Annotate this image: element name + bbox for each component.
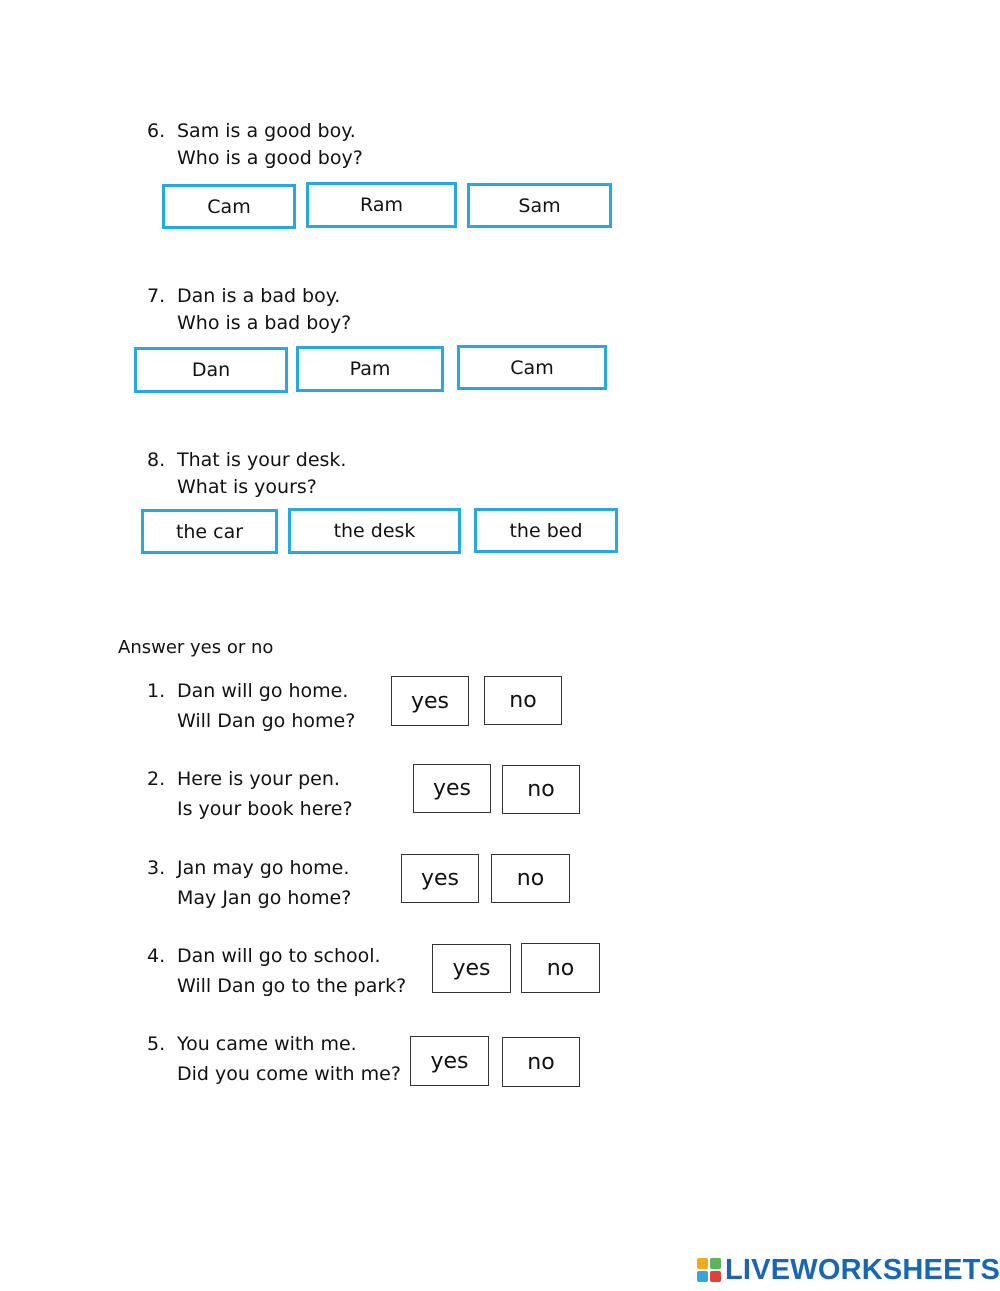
question-statement: That is your desk.	[177, 449, 347, 471]
no-button[interactable]: no	[484, 676, 562, 725]
no-button[interactable]: no	[491, 854, 570, 903]
option-button[interactable]: the bed	[474, 508, 618, 553]
no-button[interactable]: no	[502, 765, 580, 814]
question-statement: Sam is a good boy.	[177, 120, 356, 142]
question-number: 7.	[147, 285, 166, 307]
option-button[interactable]: the car	[141, 509, 278, 554]
question-text: Will Dan go to the park?	[177, 975, 407, 997]
question-text: Is your book here?	[177, 798, 353, 820]
option-button[interactable]: Ram	[306, 182, 457, 228]
yes-button[interactable]: yes	[391, 676, 469, 726]
question-text: Who is a bad boy?	[177, 312, 352, 334]
no-button[interactable]: no	[521, 943, 600, 993]
question-statement: Here is your pen.	[177, 768, 340, 790]
question-number: 3.	[147, 857, 166, 879]
option-button[interactable]: Pam	[296, 346, 444, 392]
yes-button[interactable]: yes	[401, 854, 479, 903]
question-text: Did you come with me?	[177, 1063, 401, 1085]
question-number: 2.	[147, 768, 166, 790]
option-button[interactable]: Cam	[457, 345, 607, 390]
question-number: 5.	[147, 1033, 166, 1055]
logo-grid-icon	[697, 1258, 721, 1282]
question-number: 8.	[147, 449, 166, 471]
question-statement: Jan may go home.	[177, 857, 350, 879]
question-text: Will Dan go home?	[177, 710, 356, 732]
question-number: 4.	[147, 945, 166, 967]
question-statement: Dan will go home.	[177, 680, 349, 702]
option-button[interactable]: Cam	[162, 184, 296, 229]
question-statement: You came with me.	[177, 1033, 357, 1055]
question-text: What is yours?	[177, 476, 317, 498]
liveworksheets-logo	[697, 1255, 1000, 1285]
section-instruction: Answer yes or no	[118, 637, 274, 658]
question-text: Who is a good boy?	[177, 147, 363, 169]
option-button[interactable]: Sam	[467, 183, 612, 228]
question-statement: Dan is a bad boy.	[177, 285, 341, 307]
yes-button[interactable]: yes	[413, 764, 491, 813]
question-statement: Dan will go to school.	[177, 945, 381, 967]
question-number: 6.	[147, 120, 166, 142]
yes-button[interactable]: yes	[410, 1036, 489, 1086]
yes-button[interactable]: yes	[432, 944, 511, 993]
option-button[interactable]: Dan	[134, 347, 288, 393]
brand-name: LIVEWORKSHEETS	[725, 1253, 1000, 1286]
question-text: May Jan go home?	[177, 887, 352, 909]
option-button[interactable]: the desk	[288, 508, 461, 554]
no-button[interactable]: no	[502, 1037, 580, 1087]
question-number: 1.	[147, 680, 166, 702]
